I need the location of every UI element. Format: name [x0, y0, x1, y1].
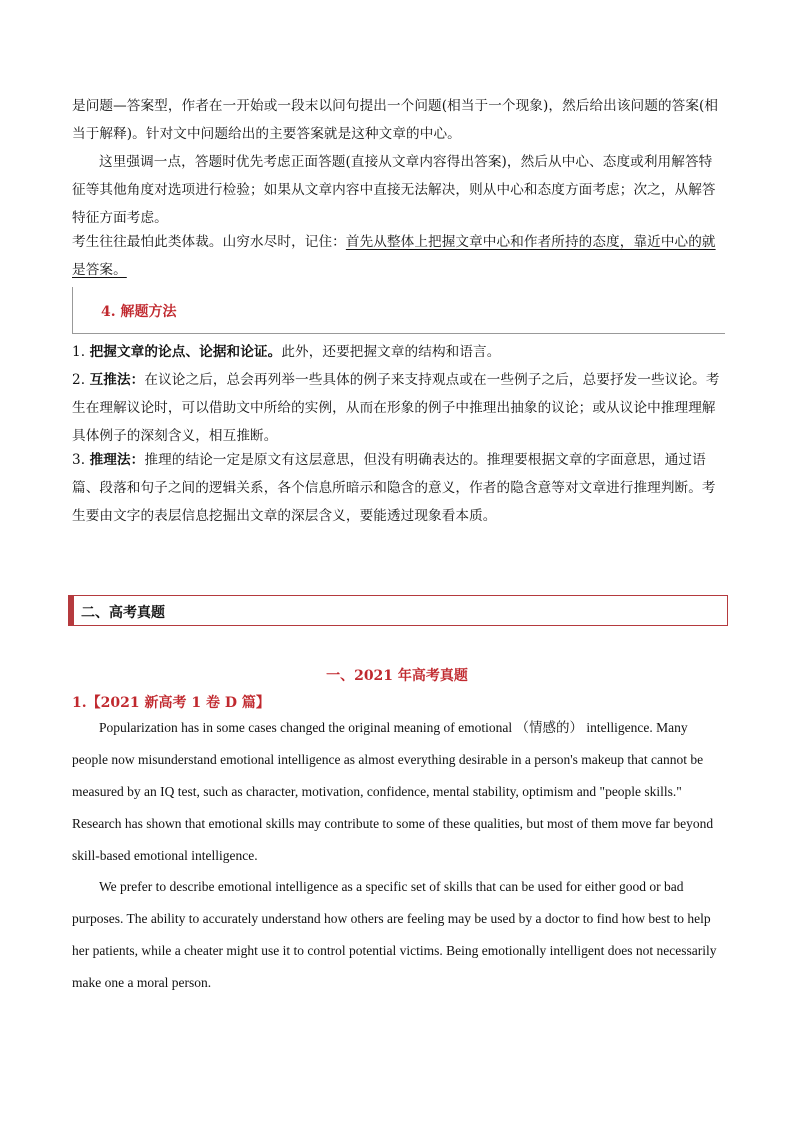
section-accent-bar	[69, 596, 74, 625]
section-4-box	[72, 287, 725, 334]
method-number: 3.	[72, 452, 86, 468]
method-number: 2.	[72, 372, 86, 388]
method-keyword: 把握文章的论点、论据和论证。	[89, 344, 282, 360]
intro-paragraph-3	[72, 228, 724, 284]
intro-lead-text: 考生往往最怕此类体裁。山穷水尽时，记住：	[72, 234, 346, 250]
method-item-1	[72, 338, 724, 366]
intro-paragraph-1: 是问题—答案型，作者在一开始或一段末以问句提出一个问题(相当于一个现象)，然后给出该问题的答案(相当于解释)。针对文中问题给出的主要答案就是这种文章的中心。	[72, 98, 719, 142]
question-label: 1.【2021 新高考 1 卷 D 篇】	[72, 695, 270, 711]
method-keyword: 互推法：	[89, 372, 145, 388]
section-2-header	[68, 595, 728, 626]
method-text: 此外，还要把握文章的结构和语言。	[281, 344, 501, 360]
method-text: 在议论之后，总会再列举一些具体的例子来支持观点或在一些例子之后，总要抒发一些议论。考生在理解议论时，可以借助文中所给的实例，从而在形象的例子中推理出抽象的议论；或从议论中推理理解具体例子的深刻含义，相互推断。	[72, 372, 720, 444]
section-2-title: 二、高考真题	[81, 605, 165, 621]
passage-paragraph-1: Popularization has in some cases changed the original meaning of emotional （情感的） intelligence. Many people now misunderstand emotional intelligence as almost everything desirable in a person's makeup that cannot be measured by an IQ test, such as character, motivation, confidence, mental stability, optimism and "people skills." Research has shown that emotional skills may contribute to some of these qualities, but most of them move far beyond skill-based emotional intelligence.	[72, 720, 714, 863]
method-number: 1.	[72, 344, 86, 360]
intro-key-advice: 首先从整体上把握文章中心和作者所持的态度，靠近中心的就是答案。	[72, 234, 716, 278]
year-heading: 一、2021 年高考真题	[326, 668, 468, 684]
method-item-2	[72, 366, 724, 450]
method-keyword: 推理法：	[89, 452, 145, 468]
section-4-title: 4. 解题方法	[101, 304, 177, 320]
method-text: 推理的结论一定是原文有这层意思，但没有明确表达的。推理要根据文章的字面意思，通过语篇、段落和句子之间的逻辑关系，各个信息所暗示和隐含的意义，作者的隐含意等对文章进行推理判断。考生要由文字的表层信息挖掘出文章的深层含义，要能透过现象看本质。	[72, 452, 716, 524]
passage-paragraph-2: We prefer to describe emotional intelligence as a specific set of skills that can be used for either good or bad purposes. The ability to accurately understand how others are feeling may be used by a doctor to find how best to help her patients, while a cheater might use it to control potential victims. Being emotionally intelligent does not necessarily make one a moral person.	[72, 879, 717, 990]
intro-paragraph-2: 这里强调一点，答题时优先考虑正面答题(直接从文章内容得出答案)，然后从中心、态度或利用解答特征等其他角度对选项进行检验；如果从文章内容中直接无法解决，则从中心和态度方面考虑；次之，从解答特征方面考虑。	[72, 154, 716, 226]
method-item-3	[72, 446, 724, 530]
